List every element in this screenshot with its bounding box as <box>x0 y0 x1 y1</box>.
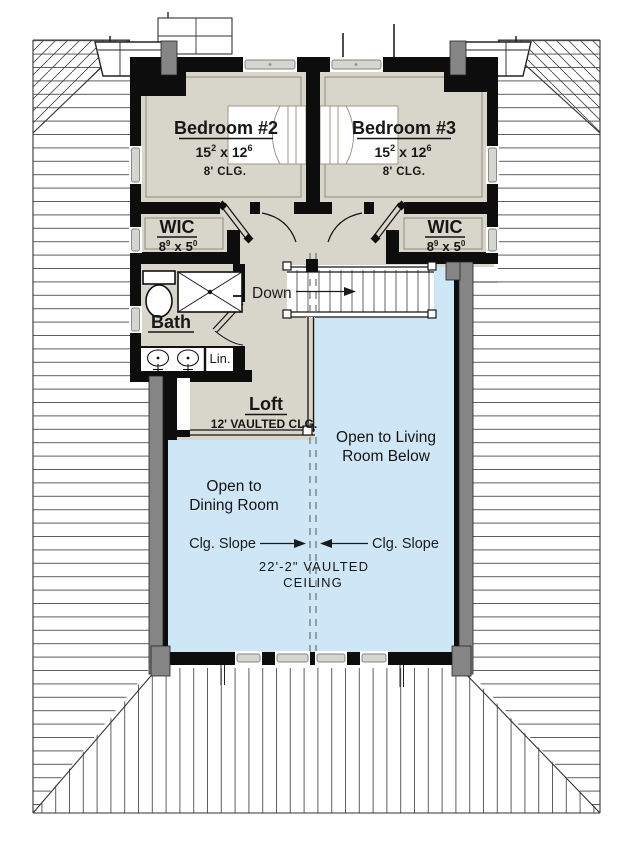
post-top-right <box>450 41 466 75</box>
stub-below-wic-right <box>446 262 460 280</box>
open-dining-line2: Dining Room <box>189 497 279 514</box>
bedroom3-dimensions: $15^2$ x $12^6$ <box>374 143 432 160</box>
open-dining-line1: Open to <box>206 478 262 495</box>
bedroom2-dimensions: $15^2$ x $12^6$ <box>195 143 253 160</box>
bath-title: Bath <box>151 312 191 332</box>
stairs-down-label: Down <box>252 285 292 302</box>
toilet <box>143 271 175 317</box>
clg-slope-left-label: Clg. Slope <box>189 536 256 552</box>
post-bottom-left <box>151 646 170 676</box>
loft-ceiling: 12' VAULTED CLG. <box>210 417 318 431</box>
vaulted-ceiling-line2: CEILING <box>283 575 343 590</box>
roof-hatch-right-lower <box>472 282 600 668</box>
wic-right-dimensions: $8^9$ x $5^0$ <box>426 239 466 254</box>
open-living-line2: Room Below <box>342 448 430 465</box>
vaulted-ceiling-line1: 22'-2" VAULTED <box>258 559 370 574</box>
loft-title: Loft <box>249 394 283 414</box>
bedroom3-title: Bedroom #3 <box>351 118 457 138</box>
open-living-line1: Open to Living <box>336 429 436 446</box>
clg-slope-right-label: Clg. Slope <box>372 536 439 552</box>
chimney-strip-left <box>149 376 163 674</box>
shower <box>178 272 242 312</box>
linen-label: Lin. <box>209 351 231 366</box>
bedroom3-ceiling: 8' CLG. <box>382 166 426 178</box>
chimney-strip-right <box>459 262 473 674</box>
post-top-left <box>161 41 177 75</box>
wic-left-title: WIC <box>159 217 195 237</box>
post-bottom-right <box>452 646 471 676</box>
bedroom2-title: Bedroom #2 <box>173 118 279 138</box>
wic-left-dimensions: $8^9$ x $5^0$ <box>158 239 198 254</box>
wic-right-title: WIC <box>427 217 463 237</box>
bedroom2-ceiling: 8' CLG. <box>203 166 247 178</box>
roof-hatch-left-lower <box>33 382 150 668</box>
